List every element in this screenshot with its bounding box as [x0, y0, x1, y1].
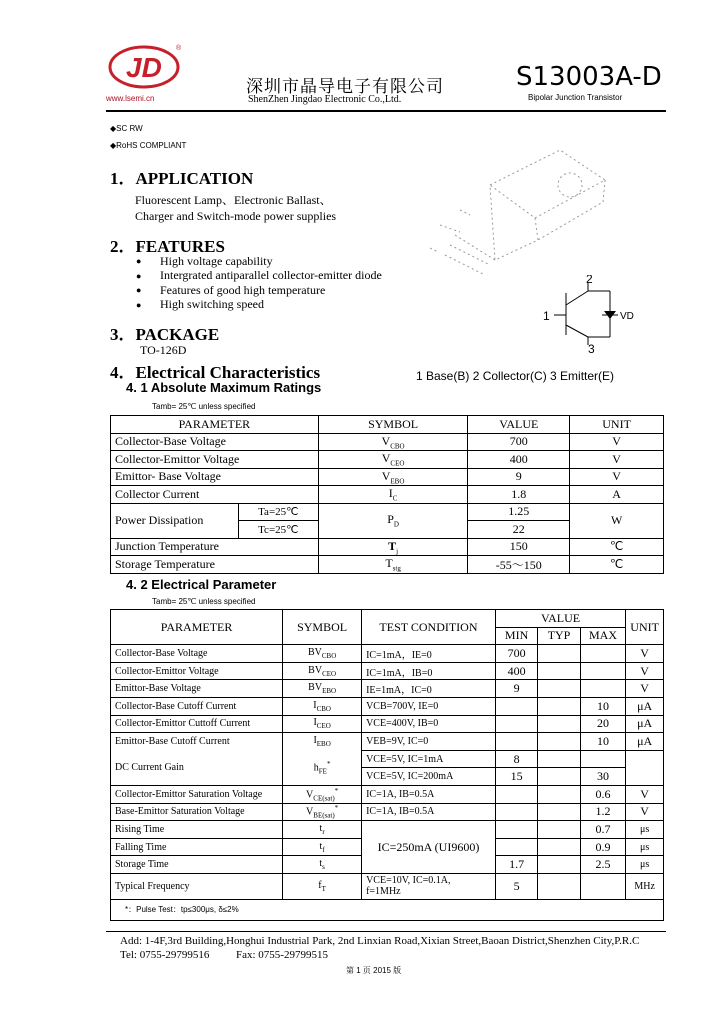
- table-row: Collector-Emittor Saturation Voltage $V_{CE(sat)}^*$ IC=1A, IB=0.5A 0.6 V: [111, 785, 664, 803]
- header-symbol: SYMBOL: [318, 416, 468, 434]
- part-type: Bipolar Junction Transistor: [528, 93, 623, 102]
- table-row: Emittor- Base Voltage $V_{EBO}$ 9 V: [111, 468, 664, 486]
- list-item: ● High voltage capability: [136, 253, 273, 268]
- application-line-1: Fluorescent Lamp、Electronic Ballast、: [135, 193, 332, 207]
- table-row: Emittor-Base Voltage $BV_{EBO}$ IE=1mA，IC=0 9 V: [111, 680, 664, 698]
- table-row: Collector-Emittor Cuttoff Current $I_{CEO}$ VCE=400V, IB=0 20 μA: [111, 715, 664, 733]
- part-number: S13003A-D: [516, 62, 662, 92]
- table-row: Rising Time $t_r$ IC=250mA (UI9600) 0.7 μs: [111, 821, 664, 839]
- list-item: ● Features of good high temperature: [136, 282, 326, 297]
- header-divider: [106, 110, 666, 112]
- table-row: DC Current Gain $h_{FE}^*$ VCE=5V, IC=1mA 8: [111, 750, 664, 768]
- elec-param-table: [110, 609, 664, 921]
- footer-fax: Fax: 0755-29799515: [236, 949, 328, 961]
- pin-1-label: 1: [543, 309, 550, 323]
- table-row: Power Dissipation Ta=25℃ $P_D$ 1.25 W: [111, 503, 664, 521]
- flag-rohs: ◆RoHS COMPLIANT: [110, 141, 187, 150]
- table-row: [111, 899, 664, 920]
- table-row: Storage Temperature $T_{stg}$ -55～150 ℃: [111, 556, 664, 574]
- bullet-icon: ●: [136, 256, 142, 267]
- pin-diagram: [540, 275, 640, 355]
- table-row: Collector Current $I_C$ 1.8 A: [111, 486, 664, 504]
- table-row: Collector-Base Voltage $BV_{CBO}$ IC=1mA，IE=0 700 V: [111, 645, 664, 663]
- footnote: *：Pulse Test：tp≤300μs, δ≤2%: [111, 899, 664, 920]
- pin-2-label: 2: [586, 275, 593, 286]
- website-url: www.lsemi.cn: [106, 94, 155, 103]
- table-header-row: MIN TYP MAX: [111, 627, 664, 645]
- table-row: Collector-Emittor Voltage $V_{CEO}$ 400 V: [111, 451, 664, 469]
- table-row: Collector-Base Voltage $V_{CBO}$ 700 V: [111, 433, 664, 451]
- table-row: Emittor-Base Cutoff Current $I_{EBO}$ VEB=9V, IC=0 10 μA: [111, 733, 664, 751]
- header-parameter: PARAMETER: [111, 416, 319, 434]
- table-row: Collector-Emittor Voltage $BV_{CEO}$ IC=1mA，IB=0 400 V: [111, 662, 664, 680]
- diamond-icon: ◆: [110, 141, 117, 150]
- list-item: ● High switching speed: [136, 297, 264, 312]
- table-row: Falling Time $t_f$ 0.9 μs: [111, 838, 664, 856]
- elec-param-title: 4. 2 Electrical Parameter: [126, 577, 277, 592]
- elec-param-note: Tamb= 25℃ unless specified: [152, 597, 256, 606]
- abs-max-table: [110, 415, 664, 574]
- section-features-title: 2．FEATURES: [110, 237, 225, 256]
- section-package-title: 3．PACKAGE: [110, 325, 220, 344]
- abs-max-title: 4. 1 Absolute Maximum Ratings: [126, 380, 322, 395]
- table-row: Junction Temperature $T_j$ 150 ℃: [111, 538, 664, 556]
- flag-scrw: ◆SC RW: [110, 124, 143, 133]
- table-row: Typical Frequency $f_T$ VCE=10V, IC=0.1A, f=1MHz 5 MHz: [111, 873, 664, 899]
- table-header-row: PARAMETER SYMBOL TEST CONDITION VALUE UNIT: [111, 610, 664, 628]
- header-value: VALUE: [468, 416, 570, 434]
- application-line-2: Charger and Switch-mode power supplies: [135, 209, 337, 223]
- company-name-en: ShenZhen Jingdao Electronic Co.,Ltd.: [248, 94, 402, 105]
- abs-max-note: Tamb= 25℃ unless specified: [152, 402, 256, 411]
- table-row: Collector-Base Cutoff Current $I_{CBO}$ VCB=700V, IE=0 10 μA: [111, 697, 664, 715]
- pin-legend: 1 Base(B) 2 Collector(C) 3 Emitter(E): [416, 369, 615, 383]
- footer-address: Add: 1-4F,3rd Building,Honghui Industrial Park, 2nd Linxian Road,Xixian Street,Baoan District,Shenzhen City,P.R.C: [120, 935, 640, 947]
- svg-text:JD: JD: [126, 52, 162, 83]
- header-unit: UNIT: [570, 416, 664, 434]
- footer-page: 第 1 页 2015 版: [346, 966, 402, 975]
- bullet-icon: ●: [136, 270, 142, 281]
- package-drawing: [420, 140, 620, 290]
- vd-label: VD: [620, 311, 634, 322]
- section-application-title: 1．APPLICATION: [110, 169, 254, 188]
- footer-divider: [106, 931, 666, 932]
- diamond-icon: ◆: [110, 124, 117, 133]
- pin-3-label: 3: [588, 342, 595, 355]
- list-item: ● Intergrated antiparallel collector-emitter diode: [136, 268, 382, 283]
- bullet-icon: ●: [136, 299, 142, 310]
- section-electrical-title: 4．Electrical Characteristics: [110, 363, 321, 382]
- table-row: Base-Emittor Saturation Voltage $V_{BE(sat)}^*$ IC=1A, IB=0.5A 1.2 V: [111, 803, 664, 821]
- package-value: TO-126D: [140, 343, 187, 357]
- features-list: [134, 254, 382, 312]
- bullet-icon: ●: [136, 285, 142, 296]
- footer-tel: Tel: 0755-29799516: [120, 949, 210, 961]
- table-row: Storage Time $t_s$ 1.7 2.5 μs: [111, 856, 664, 874]
- table-header-row: [111, 416, 664, 434]
- svg-text:®: ®: [176, 45, 182, 52]
- company-name-cn: 深圳市晶导电子有限公司: [246, 77, 444, 97]
- table-row: Tc=25℃ 22: [111, 521, 664, 539]
- table-row: VCE=5V, IC=200mA 15 30: [111, 768, 664, 786]
